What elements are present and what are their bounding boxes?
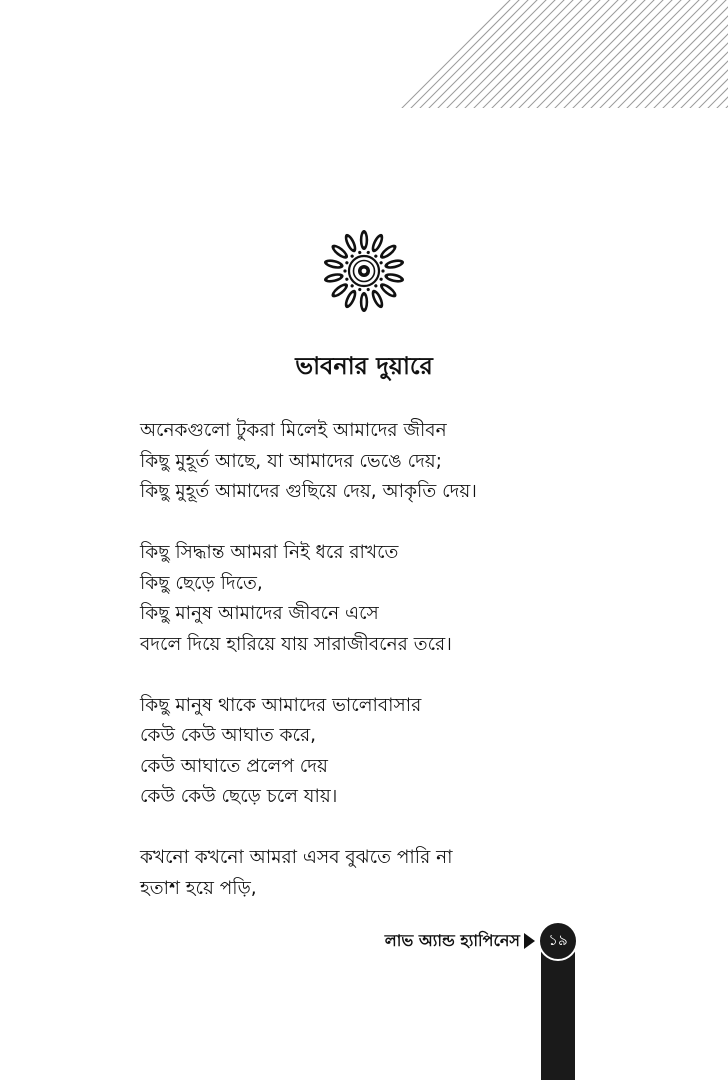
hatch-line <box>625 0 728 110</box>
petal-dot <box>366 251 370 255</box>
page-number-badge <box>538 921 578 961</box>
triangle-arrow-icon <box>524 933 535 949</box>
poem-line: হতাশ হয়ে পড়ি, <box>140 877 257 899</box>
poem-body <box>140 416 580 904</box>
poem-line: কেউ কেউ আঘাত করে, <box>140 725 317 746</box>
poem-line: কিছু মুহূর্ত আমাদের গুছিয়ে দেয়, আকৃতি দেয়। <box>140 481 477 502</box>
petal-dot <box>358 288 362 292</box>
poem-line: কিছু মানুষ আমাদের জীবনে এসে <box>140 603 379 624</box>
hatch-line <box>670 0 728 110</box>
flower-ornament-icon <box>318 228 410 314</box>
stanza-3 <box>140 691 580 813</box>
page-title: ভাবনার দুয়ারে <box>295 352 433 380</box>
petal-dot <box>345 277 349 281</box>
poem-line: কিছু মুহূর্ত আছে, যা আমাদের ভেঙে দেয়; <box>140 450 442 472</box>
petal-dot <box>379 261 383 265</box>
poem-line: কিছু সিদ্ধান্ত আমরা নিই ধরে রাখতে <box>140 542 399 563</box>
poem-line: বদলে দিয়ে হারিয়ে যায় সারাজীবনের তরে। <box>140 633 452 655</box>
corner-hatch-pattern <box>0 0 728 120</box>
petal-dot <box>374 254 378 258</box>
stanza-1 <box>140 416 580 508</box>
page-number: ১৯ <box>548 930 568 949</box>
stanza-gap <box>140 813 580 844</box>
petal-dot <box>345 261 349 265</box>
petal-dot <box>350 254 354 258</box>
petal-dot <box>366 288 370 292</box>
poem-line: কখনো কখনো আমরা এসব বুঝতে পারি না <box>140 847 453 868</box>
running-footer-book-title: লাভ অ্যান্ড হ্যাপিনেস <box>384 931 520 950</box>
hatch-line <box>616 0 728 110</box>
petal-highlight <box>362 296 365 309</box>
poem-line: কেউ কেউ ছেড়ে চলে যায়। <box>140 786 338 807</box>
poem-line: অনেকগুলো টুকরা মিলেই আমাদের জীবন <box>140 420 447 441</box>
stanza-gap <box>140 508 580 539</box>
hatch-line <box>715 0 728 110</box>
poem-line: কিছু মানুষ থাকে আমাদের ভালোবাসার <box>140 694 422 716</box>
poem-line: কেউ আঘাতে প্রলেপ দেয় <box>140 755 328 777</box>
hatch-line <box>697 0 728 110</box>
petal-dot <box>350 284 354 288</box>
petal-dot <box>381 269 384 272</box>
petal-highlight <box>362 234 365 247</box>
petal-dot <box>374 284 378 288</box>
petal-dot <box>358 251 362 255</box>
poem-line: কিছু ছেড়ে দিতে, <box>140 572 263 594</box>
stanza-2 <box>140 538 580 660</box>
stanza-4 <box>140 843 580 904</box>
stanza-gap <box>140 660 580 691</box>
petal-dot <box>343 269 346 272</box>
petal-dot <box>379 277 383 281</box>
